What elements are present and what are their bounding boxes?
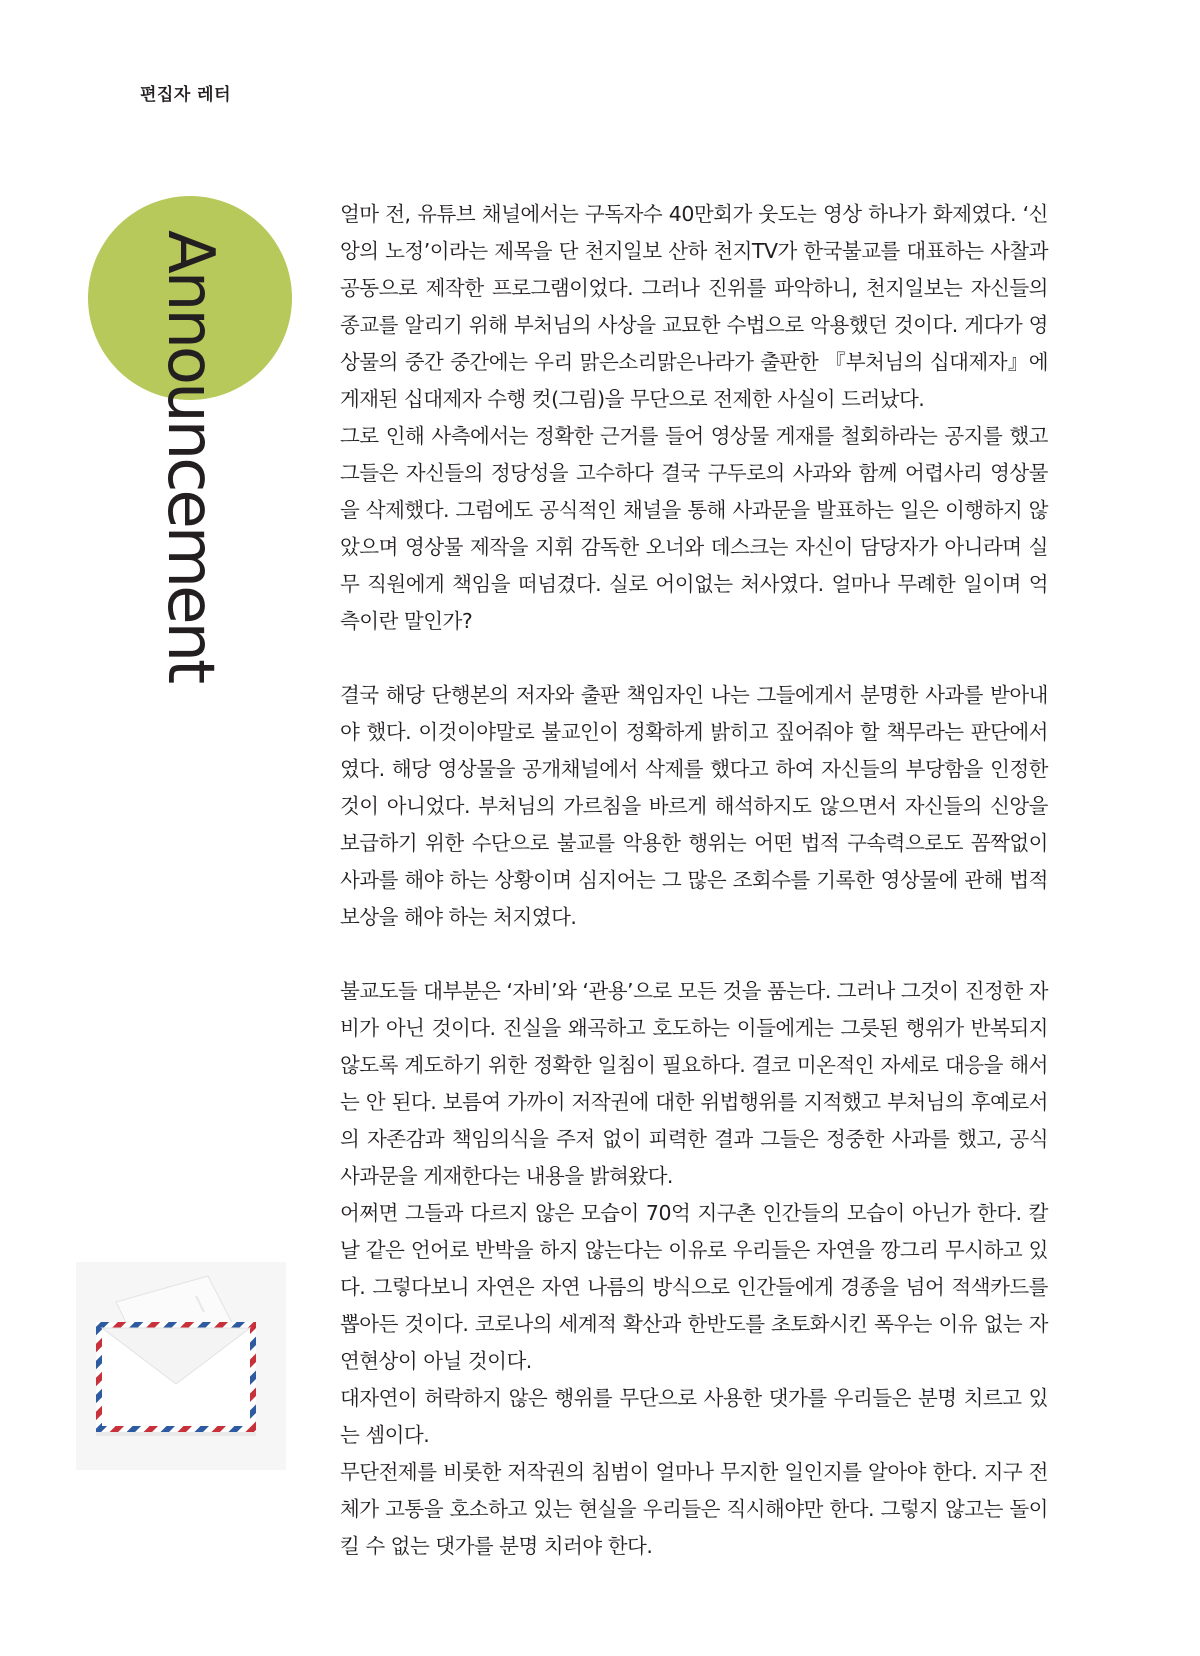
article-body bbox=[340, 196, 1048, 1565]
article-paragraph-6: 대자연이 허락하지 않은 행위를 무단으로 사용한 댓가를 우리들은 분명 치르고 있는 셈이다. bbox=[340, 1386, 1048, 1447]
article-paragraph-7: 무단전제를 비롯한 저작권의 침범이 얼마나 무지한 일인지를 알아야 한다. 지구 전체가 고통을 호소하고 있는 현실을 우리들은 직시해야만 한다. 그렇지 않고는 돌이킬 수 없는 댓가를 분명 치러야 한다. bbox=[340, 1460, 1048, 1558]
article-paragraph-1: 얼마 전, 유튜브 채널에서는 구독자수 40만회가 웃도는 영상 하나가 화제였다. ‘신앙의 노정’이라는 제목을 단 천지일보 산하 천지TV가 한국불교를 대표하는 사찰과 공동으로 제작한 프로그램이었다. 그러나 진위를 파악하니, 천지일보는 자신들의 종교를 알리기 위해 부처님의 사상을 교묘한 수법으로 악용했던 것이다. 게다가 영상물의 중간 중간에는 우리 맑은소리맑은나라가 출판한 『부처님의 십대제자』에 게재된 십대제자 수행 컷(그림)을 무단으로 전제한 사실이 드러났다. bbox=[340, 202, 1048, 411]
envelope-illustration bbox=[76, 1262, 286, 1470]
article-paragraph-3: 결국 해당 단행본의 저자와 출판 책임자인 나는 그들에게서 분명한 사과를 받아내야 했다. 이것이야말로 불교인이 정확하게 밝히고 짚어줘야 할 책무라는 판단에서였다. 해당 영상물을 공개채널에서 삭제를 했다고 하여 자신들의 부당함을 인정한 것이 아니었다. 부처님의 가르침을 바르게 해석하지도 않으면서 자신들의 신앙을 보급하기 위한 수단으로 불교를 악용한 행위는 어떤 법적 구속력으로도 꼼짝없이 사과를 해야 하는 상황이며 심지어는 그 많은 조회수를 기록한 영상물에 관해 법적 보상을 해야 하는 처지였다. bbox=[340, 683, 1048, 929]
vertical-title: Announcement bbox=[153, 230, 227, 682]
section-label: 편집자 레터 bbox=[140, 85, 232, 105]
article-paragraph-5: 어쩌면 그들과 다르지 않은 모습이 70억 지구촌 인간들의 모습이 아닌가 한다. 칼날 같은 언어로 반박을 하지 않는다는 이유로 우리들은 자연을 깡그리 무시하고 있다. 그렇다보니 자연은 자연 나름의 방식으로 인간들에게 경종을 넘어 적색카드를 뽑아든 것이다. 코로나의 세계적 확산과 한반도를 초토화시킨 폭우는 이유 없는 자연현상이 아닐 것이다. bbox=[340, 1201, 1048, 1373]
airmail-envelope-icon bbox=[76, 1262, 286, 1470]
article-paragraph-2: 그로 인해 사측에서는 정확한 근거를 들어 영상물 게재를 철회하라는 공지를 했고 그들은 자신들의 정당성을 고수하다 결국 구두로의 사과와 함께 어렵사리 영상물을 삭제했다. 그럼에도 공식적인 채널을 통해 사과문을 발표하는 일은 이행하지 않았으며 영상물 제작을 지휘 감독한 오너와 데스크는 자신이 담당자가 아니라며 실무 직원에게 책임을 떠넘겼다. 실로 어이없는 처사였다. 얼마나 무례한 일이며 억측이란 말인가? bbox=[340, 424, 1048, 633]
article-paragraph-4: 불교도들 대부분은 ‘자비’와 ‘관용’으로 모든 것을 품는다. 그러나 그것이 진정한 자비가 아닌 것이다. 진실을 왜곡하고 호도하는 이들에게는 그릇된 행위가 반복되지 않도록 계도하기 위한 정확한 일침이 필요하다. 결코 미온적인 자세로 대응을 해서는 안 된다. 보름여 가까이 저작권에 대한 위법행위를 지적했고 부처님의 후예로서의 자존감과 책임의식을 주저 없이 피력한 결과 그들은 정중한 사과를 했고, 공식사과문을 게재한다는 내용을 밝혀왔다. bbox=[340, 979, 1049, 1188]
